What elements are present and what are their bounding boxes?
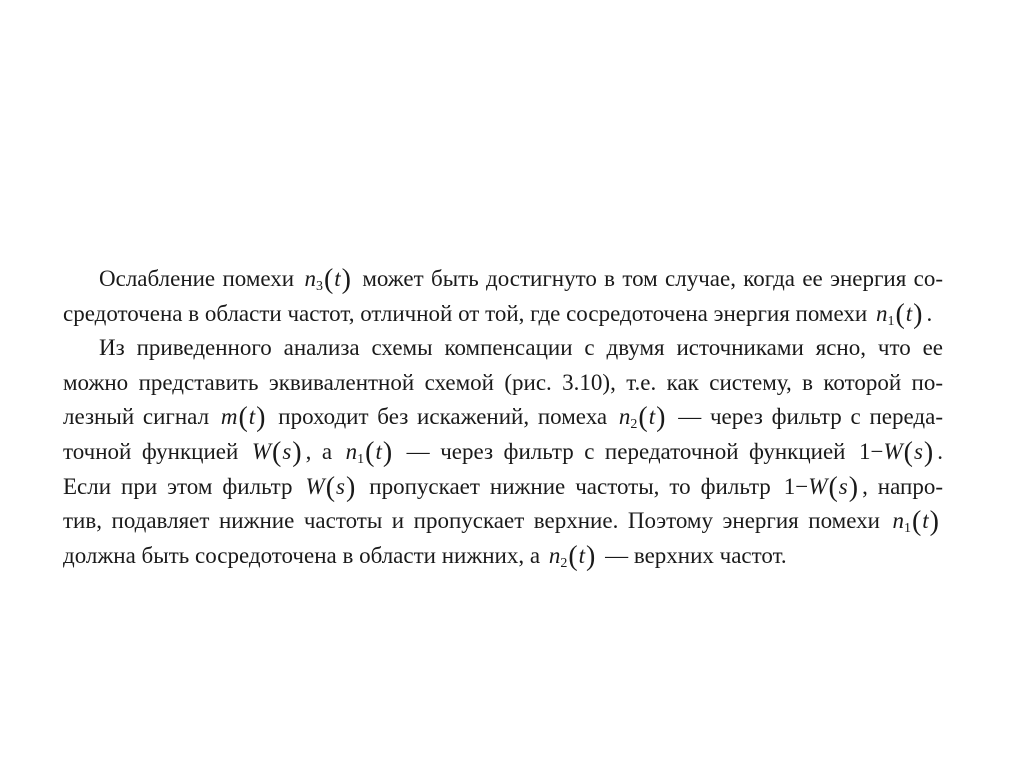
math-expression: m(t) xyxy=(220,402,266,434)
math-expression: $n_1(t)$ xyxy=(892,506,939,538)
math-expression: 1−W(s) xyxy=(783,471,859,503)
math-expression: $n_1(t)$ xyxy=(345,436,393,468)
text-line xyxy=(63,366,943,401)
text-line xyxy=(63,331,943,366)
text-run: проходит без искажений, помеха xyxy=(269,404,616,430)
text-line xyxy=(63,435,943,470)
text-run: Если при этом фильтр xyxy=(63,473,303,499)
text-run: можно представить эквивалентной схемой (рис. 3.10), т.е. как систему, в которой по- xyxy=(63,369,943,395)
text-run: тив, подавляет нижние частоты и пропускает верхние. Поэтому энергия помехи xyxy=(63,508,890,534)
text-line xyxy=(63,262,943,297)
text-run: должна быть сосредоточена в области нижних, а xyxy=(63,542,546,568)
text-run: точной функцией xyxy=(63,438,249,464)
text-run: средоточена в области частот, отличной от той, где сосредоточена энергия помехи xyxy=(63,300,873,326)
math-expression: $n_2(t)$ xyxy=(548,540,596,572)
text-run: . xyxy=(926,300,933,326)
text-run: Ослабление помехи xyxy=(99,266,302,291)
text-run: лезный сигнал xyxy=(63,404,218,430)
text-run: — через фильтр с переда- xyxy=(669,404,943,430)
text-run: может быть достигнуто в том случае, когда ее энергия со- xyxy=(355,266,943,291)
text-run: — через фильтр с передаточной функцией xyxy=(396,438,856,464)
math-expression: 1−W(s) xyxy=(858,436,934,468)
text-line xyxy=(63,400,943,435)
math-expression: $n_1(t)$ xyxy=(875,298,923,330)
text-line xyxy=(63,504,943,539)
text-run: Из приведенного анализа схемы компенсации с двумя источниками ясно, что ее xyxy=(99,335,943,361)
text-run: , а xyxy=(305,438,343,464)
math-expression: $n_3(t)$ xyxy=(304,264,351,295)
text-line xyxy=(63,470,943,505)
text-run: , напро- xyxy=(862,473,943,499)
document-text xyxy=(63,262,943,573)
paragraph xyxy=(63,262,943,331)
text-line xyxy=(63,297,943,332)
paragraph xyxy=(63,331,943,573)
math-expression: W(s) xyxy=(251,436,302,468)
text-run: — верхних частот. xyxy=(599,542,787,568)
text-line xyxy=(63,539,943,574)
text-run: пропускает нижние частоты, то фильтр xyxy=(359,473,781,499)
text-run: . xyxy=(937,438,943,464)
math-expression: W(s) xyxy=(305,471,356,503)
math-expression: $n_2(t)$ xyxy=(618,402,666,434)
